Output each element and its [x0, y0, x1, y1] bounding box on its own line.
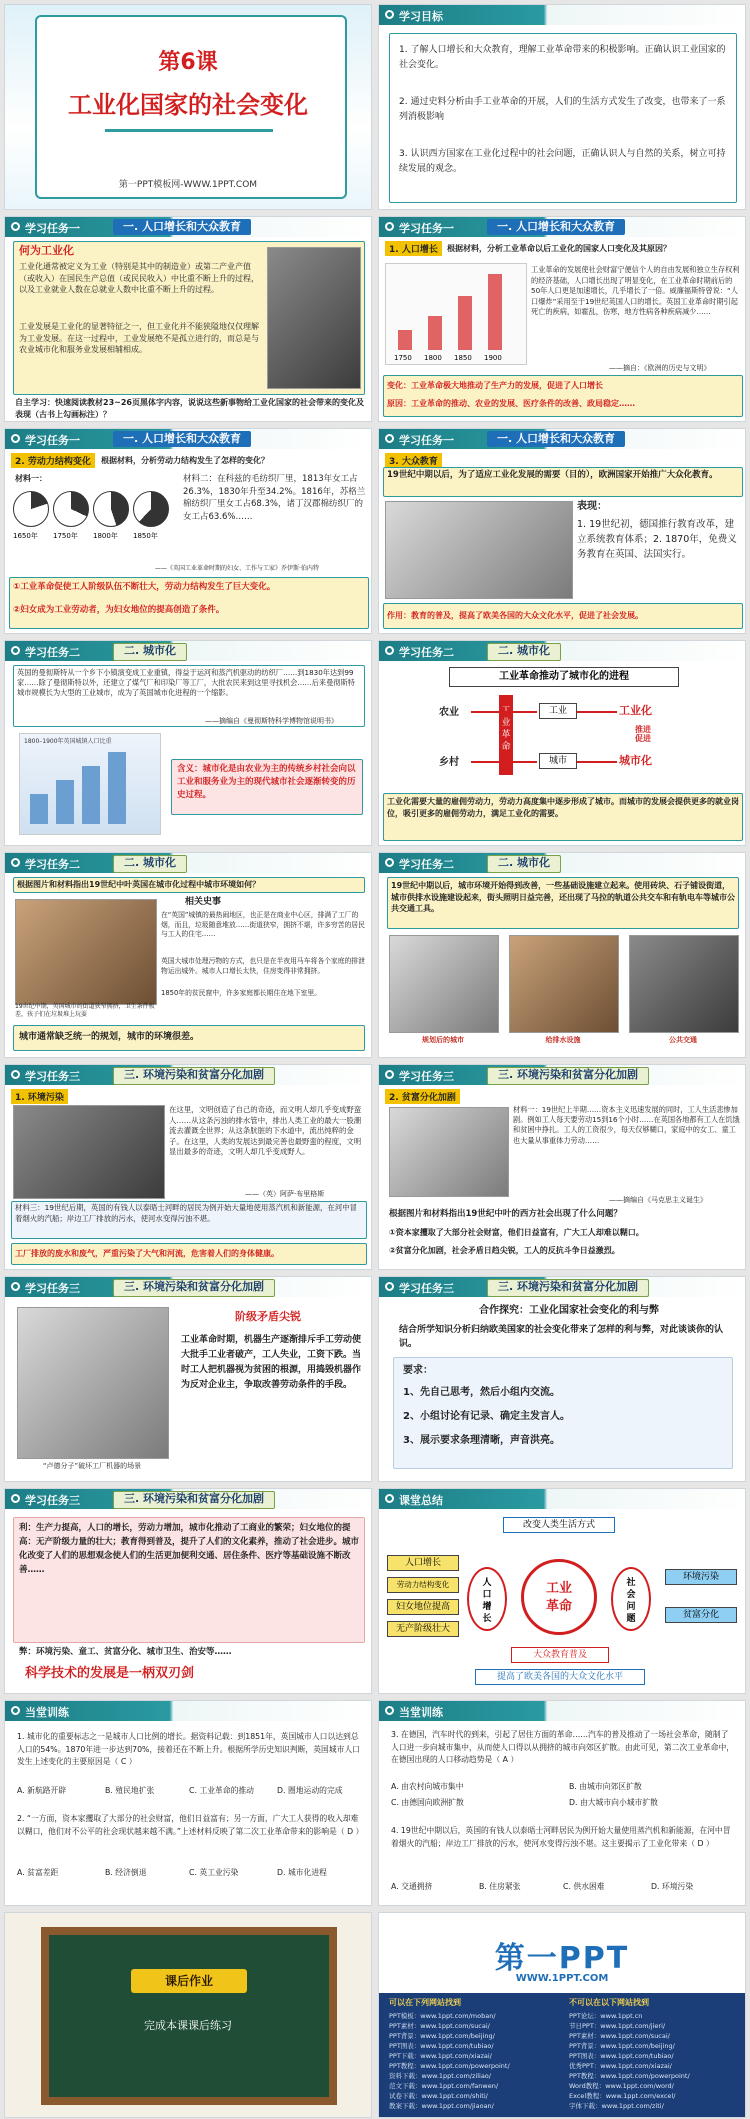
slide-header: [379, 1489, 745, 1509]
requirement-3: 3、展示要求条理清晰，声音洪亮。: [403, 1435, 560, 1446]
pie-charts: [13, 485, 173, 555]
header-title: 学习任务一: [399, 434, 454, 447]
material-1: 材料一：19世纪上半期……资本主义迅速发展的同时，工人生活悲惨加剧。例如工人每天要劳动15到16个小时……在英国各地都有工人在饥饿和贫困中挣扎。工人的工资很少，每天仅够糊口，家庭中的女工、童工也大量从事重体力劳动……: [513, 1105, 740, 1145]
bullet-icon: [11, 646, 20, 655]
q2-option-c[interactable]: C. 英工业污染: [189, 1868, 239, 1877]
pie-year-1750: 1750年: [53, 532, 78, 540]
arrow-city: [471, 761, 537, 763]
material-3: 材料三：19世纪后期，英国的有钱人以泰晤士河畔的居民为例开始大量地使用蒸汽机和新能源，在河中冒着烟火的汽船；岸边工厂排放的污水，使河水变得污浊不堪。: [15, 1203, 357, 1223]
bullet-icon: [385, 1070, 394, 1079]
slum-street-image: [15, 899, 157, 1005]
pie-year-1800: 1800年: [93, 532, 118, 540]
header-title: 学习任务二: [399, 646, 454, 659]
section-label: 二. 城市化: [113, 855, 187, 873]
q4-option-b[interactable]: B. 住房紧张: [479, 1882, 521, 1891]
summary-right-circle: 社会问题: [611, 1567, 651, 1631]
slide-homework[interactable]: [4, 1912, 372, 2118]
section-label: 一. 人口增长和大众教育: [487, 219, 625, 235]
slide-ad[interactable]: [378, 1912, 746, 2118]
ad-link[interactable]: PPT背景：www.1ppt.com/beijing/: [389, 2032, 495, 2040]
slide-objectives[interactable]: [378, 4, 746, 210]
question: 根据材料，分析工业革命以后工业化的国家人口变化及其原因？: [447, 244, 671, 253]
section-label: 三. 环境污染和贫富分化加剧: [113, 1067, 275, 1085]
section-label: 一. 人口增长和大众教育: [113, 219, 251, 235]
bullet-icon: [11, 1070, 20, 1079]
slide-city-improvement[interactable]: [378, 852, 746, 1058]
tram-image: [629, 935, 739, 1033]
header-title: 学习任务二: [25, 646, 80, 659]
material-2: 材料二：在科兹的毛纺织厂里，1813年女工占26.3%，1830年升至34.2%。1816年，苏格兰棉纺织厂里女工占68.3%，诸丁汉郡棉纺织厂的女工占63.6%……: [183, 474, 366, 522]
industrialization-label: 工业化: [619, 704, 652, 717]
question: 根据图片和材料指出19世纪中叶的西方社会出现了什么问题？: [389, 1209, 622, 1219]
summary-center-circle: 工业革命: [521, 1559, 597, 1635]
header-title: 当堂训练: [25, 1706, 69, 1719]
question: 根据图片和材料指出19世纪中叶英国在城市化过程中城市环境如何？: [17, 880, 261, 889]
slide-mass-education[interactable]: [378, 428, 746, 634]
ad-link[interactable]: PPT教程：www.1ppt.com/powerpoint/: [389, 2062, 510, 2070]
chart-year-1750: 1750: [394, 354, 412, 362]
divider: [105, 129, 273, 132]
header-title: 学习任务三: [25, 1282, 80, 1295]
summary-left-item-3: 妇女地位提高: [387, 1599, 459, 1615]
bullet-icon: [385, 646, 394, 655]
question-tag: 2. 贫富分化加剧: [385, 1089, 460, 1104]
ad-link[interactable]: Word教程：www.1ppt.com/word/: [569, 2082, 674, 2090]
explanation-text: 工业化需要大量的雇佣劳动力，劳动力高度集中逐步形成了城市。而城市的发展会提供更多的就业岗位，吸引更多的雇佣劳动力，满足工业化的需要。: [387, 797, 739, 818]
chalkboard: [41, 1927, 337, 2105]
ad-link[interactable]: 资料下载：www.1ppt.com/ziliao/: [389, 2072, 491, 2080]
double-edged-quote: 科学技术的发展是一柄双刃剑: [25, 1666, 195, 1681]
conflict-title: 阶级矛盾尖锐: [235, 1310, 301, 1323]
slide-exercise-1[interactable]: [4, 1700, 372, 1906]
luddites-image: [17, 1307, 169, 1459]
answer-2: ②贫富分化加剧，社会矛盾日趋尖锐，工人的反抗斗争日益激烈。: [389, 1246, 620, 1255]
section-label: 二. 城市化: [113, 643, 187, 661]
summary-left-item-2: 劳动力结构变化: [387, 1577, 459, 1593]
question-tag: 1. 环境污染: [11, 1089, 68, 1104]
ad-link[interactable]: PPT图表：www.1ppt.com/tubiao/: [389, 2042, 494, 2050]
change-answer: 变化：工业革命极大地推动了生产力的发展，促进了人口增长: [387, 381, 603, 390]
section-label: 三. 环境污染和贫富分化加剧: [487, 1067, 649, 1085]
question-1: 1. 城市化的重要标志之一是城市人口比例的增长。据资料记载：到1851年，英国城市人口以达到总人口的54%。1870年进一步达到70%，接着还在不断上升。根据所学历史知识判断，英国城市人口发生上述变化的主要原因是（ C ）: [17, 1732, 360, 1766]
center-node: 业革命: [499, 695, 513, 775]
slide-pros-cons[interactable]: [4, 1488, 372, 1694]
q3-option-b[interactable]: B. 由城市向郊区扩散: [569, 1782, 642, 1791]
slide-summary[interactable]: [378, 1488, 746, 1694]
q1-option-d[interactable]: D. 圈地运动的完成: [277, 1786, 343, 1795]
classroom-image: [385, 501, 573, 599]
conclusion-1: ①工业革命促使工人阶级队伍不断壮大，劳动力结构发生了巨大变化。: [13, 582, 276, 592]
ad-link[interactable]: 教案下载：www.1ppt.com/jiaoan/: [389, 2102, 494, 2110]
q3-option-d[interactable]: D. 由大城市向小城市扩散: [569, 1798, 658, 1807]
slide-header: [379, 641, 745, 661]
material-text: 工业革命的发展使社会财富宁便信个人的自由发展和独立生存权利的经济基础，人口增长出现了明显变化，在工业革命时期前后的50年人口更是加速增长，几乎增长了一倍。威廉福斯特曾说：“人口爆炸”采用至于19世纪英国人口的增长。英国工业革命时期引起死亡的疾病，如霍乱，伤寒，地方性病各种疾病减少……: [531, 265, 740, 316]
ad-link[interactable]: 试卷下载：www.1ppt.com/shiti/: [389, 2092, 488, 2100]
slide-header: [5, 641, 371, 661]
question-tag: 2. 劳动力结构变化: [11, 453, 95, 468]
summary-left-item-4: 无产阶级壮大: [387, 1621, 459, 1637]
q1-option-a[interactable]: A. 新航路开辟: [17, 1786, 67, 1795]
q3-option-c[interactable]: C. 由德国向欧洲扩散: [391, 1798, 464, 1807]
urbanization-label: 城市化: [619, 754, 652, 767]
arrow-industry: [471, 711, 537, 713]
conclusion-2: ②妇女成为工业劳动者，为妇女地位的提高创造了条件。: [13, 605, 225, 615]
slide-pollution[interactable]: [4, 1064, 372, 1270]
lesson-title: 工业化国家的社会变化: [68, 91, 308, 119]
section-label: 三. 环境污染和贫富分化加剧: [113, 1491, 275, 1509]
question: 根据材料，分析劳动力结构发生了怎样的变化？: [101, 456, 269, 465]
section-label: 三. 环境污染和贫富分化加剧: [487, 1279, 649, 1297]
q1-option-b[interactable]: B. 殖民地扩张: [105, 1786, 155, 1795]
header-title: 学习任务一: [25, 434, 80, 447]
cartoon-image: [389, 1107, 509, 1197]
ad-link[interactable]: 优秀PPT：www.1ppt.com/xiazai/: [569, 2062, 672, 2070]
factory-smoke-image: [267, 247, 361, 389]
summary-left-circle: 人口增长: [467, 1567, 507, 1631]
ad-link[interactable]: PPT下载：www.1ppt.com/xiazai/: [389, 2052, 492, 2060]
objective-1: 1. 了解人口增长和大众教育，理解工业革命带来的积极影响。正确认识工业国家的社会变化。: [399, 45, 726, 70]
slide-industrialization[interactable]: [4, 216, 372, 422]
slide-exercise-2[interactable]: [378, 1700, 746, 1906]
slide-header: [379, 853, 745, 873]
slide-header: [5, 1701, 371, 1721]
section-label: 二. 城市化: [487, 643, 561, 661]
slide-title[interactable]: [4, 4, 372, 210]
summary-right-item-1: 环境污染: [665, 1569, 737, 1585]
header-title: 学习任务三: [399, 1282, 454, 1295]
summary-bottom: 大众教育普及: [511, 1647, 609, 1663]
brand-url[interactable]: WWW.1PPT.COM: [515, 1973, 609, 1984]
header-title: 学习任务一: [25, 222, 80, 235]
summary-top: 改变人类生活方式: [503, 1517, 615, 1533]
paragraph-2: 工业发展是工业化的显著特征之一，但工业化并不能狭隘地仅仅理解为工业发展。在这一过程中，工业发展绝不是孤立进行的，而总是与农业城市化和服务业发展相辅相成。: [19, 322, 259, 354]
improvement-text: 19世纪中期以后，城市环境开始得到改善，一些基础设施建立起来。使用砖块、石子铺设街道，城市供排水设施建设起来，街头照明日益完善，还出现了马拉的轨道公共交车和有轨电车等城市公共交通工具。: [391, 881, 735, 913]
ad-link[interactable]: PPT图表：www.1ppt.com/tubiao/: [569, 2052, 674, 2060]
reason-answer: 原因：工业革命的推动、农业的发展、医疗条件的改善、政局稳定……: [387, 399, 635, 408]
caption-drainage: 给排水设施: [545, 1036, 581, 1044]
requirement-2: 2、小组讨论有记录、确定主发言人。: [403, 1411, 570, 1422]
pollution-source: ——（英）阿萨·布里格斯: [245, 1190, 325, 1198]
slide-header: [379, 5, 745, 25]
header-title: 学习任务三: [25, 1494, 80, 1507]
ad-link[interactable]: PPT素材：www.1ppt.com/sucai/: [389, 2022, 490, 2030]
brand-logo: 第一PPT: [494, 1941, 630, 1976]
caption-planned-city: 规划后的城市: [422, 1036, 464, 1044]
urban-population-chart: [19, 733, 161, 835]
meaning-text: 含义：城市化是由农业为主的传统乡村社会向以工业和服务业为主的现代城市社会逐渐转变的历史过程。: [177, 764, 356, 800]
pie-year-1650: 1650年: [13, 532, 38, 540]
material-source: ——摘编自《马克思主义诞生》: [609, 1196, 707, 1204]
ad-link[interactable]: PPT背景：www.1ppt.com/beijing/: [569, 2042, 675, 2050]
requirements-title: 要求：: [403, 1365, 433, 1376]
q2-option-a[interactable]: A. 贫富差距: [17, 1868, 59, 1877]
question-2: 2. “一方面，资本家攫取了大部分的社会财富，他们日益富有；另一方面，广大工人获得的收入却难以糊口，他们对不公平的社会现状越来越不满。”上述材料反映了第二次工业革命带来的影响是（ D ）: [17, 1814, 364, 1836]
summary-left-item-1: 人口增长: [387, 1555, 459, 1571]
slide-cooperation[interactable]: [378, 1276, 746, 1482]
city-node: 城市: [539, 753, 577, 769]
section-label: 二. 城市化: [487, 855, 561, 873]
material-title: 相关史事: [185, 897, 222, 907]
cooperation-title: 合作探究：工业化国家社会变化的利与弊: [479, 1305, 659, 1316]
bullet-icon: [11, 1282, 20, 1291]
q4-option-a[interactable]: A. 交通拥挤: [391, 1882, 433, 1891]
header-title: 当堂训练: [399, 1706, 443, 1719]
conclusion: 城市通常缺乏统一的规划，城市的环境很差。: [19, 1032, 200, 1042]
ad-link[interactable]: PPT论坛：www.1ppt.cn: [569, 2012, 643, 2020]
question-4: 4. 19世纪中期以后，英国的有钱人以泰晤士河畔居民为例开始大量使用蒸汽机和新能源，在河中冒着烟火的汽船；岸边工厂排放的污水，使河水变得污浊不堪。这主要揭示了工业化带来（ D ）: [391, 1826, 731, 1848]
bullet-icon: [11, 434, 20, 443]
homework-label: 课后作业: [131, 1969, 247, 1993]
expression-text: 1. 19世纪初，德国推行教育改革，建立系统教育体系；2. 1870年，免费义务教育在英国、法国实行。: [577, 519, 737, 560]
population-chart: [385, 263, 527, 365]
chart-year-1800: 1800: [424, 354, 442, 362]
chart-year-1850: 1850: [454, 354, 472, 362]
answer-1: ①资本家攫取了大部分社会财富，他们日益富有，广大工人却难以糊口。: [389, 1228, 644, 1237]
material-text-3: 1850年的贫民窟中，许多家庭都长期住在地下室里。: [161, 989, 322, 997]
material-source: ——摘自：《欧洲的历史与文明》: [609, 364, 711, 372]
effect-text: 作用：教育的普及，提高了欧美各国的大众文化水平，促进了社会发展。: [387, 611, 643, 620]
pollution-text: 在这里，文明创造了自己的奇迹，而文明人却几乎变成野蛮人……从这条污浊的排水管中，排出人类工业的最大一股潮流去灌溉全世界；从这条肮脏的下水道中，流出纯粹的金子。在这里，人类的发展达到最完善也最野蛮的程度，文明显出最多的奇迹，文明人却几乎变成野人。: [169, 1105, 362, 1156]
pie-chart-1750: [53, 491, 89, 527]
q3-option-a[interactable]: A. 由农村向城市集中: [391, 1782, 464, 1791]
chart-year-1900: 1900: [484, 354, 502, 362]
chart-label: 1800–1900年英国城镇人口比重: [24, 738, 112, 745]
slide-city-environment[interactable]: [4, 852, 372, 1058]
diagram-title: 工业革命推动了城市化的进程: [449, 667, 679, 687]
pie-chart-1850: [133, 491, 169, 527]
bullet-icon: [385, 434, 394, 443]
header-title: 学习任务一: [399, 222, 454, 235]
q2-option-d[interactable]: D. 城市化进程: [277, 1868, 327, 1877]
ad-link[interactable]: Excel教程：www.1ppt.com/excel/: [569, 2092, 676, 2100]
right-link-list: [569, 2011, 739, 2111]
expression-title: 表现：: [577, 501, 607, 512]
image-caption: “卢德分子”破坏工厂机器的场景: [42, 1462, 142, 1470]
q4-option-c[interactable]: C. 供水困难: [563, 1882, 605, 1891]
bullet-icon: [11, 858, 20, 867]
ad-link[interactable]: 范文下载：www.1ppt.com/fanwen/: [389, 2082, 499, 2090]
self-study-prompt: 自主学习：快速阅读教材23~26页黑体字内容，说说这些新事物给工业化国家的社会带来的变化及表现（古书上勾画标注）？: [15, 398, 364, 419]
q2-option-b[interactable]: B. 经济倒退: [105, 1868, 147, 1877]
requirement-1: 1、先自己思考，然后小组内交流。: [403, 1387, 560, 1398]
material-source: ——《英国工业革命时期的妇女、工作与工家》乔伊斯·伯内特: [155, 565, 319, 572]
section-label: 一. 人口增长和大众教育: [113, 431, 251, 447]
caption-transit: 公共交通: [669, 1036, 697, 1044]
arrow-urbanization: [577, 761, 617, 763]
industry-node: 工业: [539, 703, 577, 719]
bullet-icon: [385, 1706, 394, 1715]
cooperation-question: 结合所学知识分析归纳欧美国家的社会变化带来了怎样的利与弊，对此谈谈你的认识。: [399, 1325, 724, 1349]
ad-link[interactable]: PPT素材：www.1ppt.com/sucai/: [569, 2032, 670, 2040]
objective-2: 2. 通过史料分析由手工业革命的开展，人们的生活方式发生了改变，也带来了一系列消极影响: [399, 97, 726, 122]
question-tag: 1. 人口增长: [385, 241, 442, 256]
bullet-icon: [11, 1494, 20, 1503]
header-title: 学习任务二: [25, 858, 80, 871]
material-1-label: 材料一：: [15, 474, 47, 483]
slide-urbanization-definition[interactable]: [4, 640, 372, 846]
ad-link[interactable]: 字体下载：www.1ppt.com/ziti/: [569, 2102, 664, 2110]
homework-task: 完成本课课后练习: [144, 2019, 232, 2032]
conflict-text: 工业革命时期，机器生产逐渐排斥手工劳动使大批手工业者破产，工人失业，工资下跌。当时工人把机器视为贫困的根源，用捣毁机器作为反对企业主，争取改善劳动条件的手段。: [181, 1335, 362, 1390]
ad-link[interactable]: 节日PPT：www.1ppt.com/jieri/: [569, 2022, 666, 2030]
mutual-label: 推进促进: [635, 725, 651, 743]
header-title: 学习任务二: [399, 858, 454, 871]
bullet-icon: [385, 1494, 394, 1503]
slide-wealth-gap[interactable]: [378, 1064, 746, 1270]
material-text-2: 英国大城市处理污物的方式，也只是在半夜用马车将各个家庭的排泄物运出城外。城市人口增长太快，住房变得非常拥挤。: [161, 957, 365, 975]
slide-class-conflict[interactable]: [4, 1276, 372, 1482]
question-3: 3. 在德国，汽车时代的到来，引起了居住方面的革命……汽车的普及推动了一场社会革命，随制了人口进一步向城市集中，从而使人口得以从拥挤的城市向郊区扩散。由此可见，第二次工业革命中，在德国出现的人口移动趋势是（ A ）: [391, 1730, 735, 1764]
conclusion: 工厂排放的废水和废气，严重污染了大气和河流，危害着人们的身体健康。: [15, 1249, 279, 1258]
footer-text: 第一PPT模板网-WWW.1PPT.COM: [118, 180, 258, 190]
paragraph-1: 工业化通常被定义为工业（特别是其中的制造业）或第二产业产值（或收入）在国民生产总值（或民民收入）中比重不断上升的过程，以及工业就业人数在总就业人数中比重不断上升的过程。: [19, 262, 259, 294]
summary-right-item-2: 贫富分化: [665, 1607, 737, 1623]
image-caption: 19世纪中期，英国城市的街道狭窄拥挤，卫生条件极差，孩子们在垃圾堆上玩耍: [15, 1003, 155, 1018]
section-label: 三. 环境污染和贫富分化加剧: [113, 1279, 275, 1297]
q1-option-c[interactable]: C. 工业革命的推动: [189, 1786, 254, 1795]
bullet-icon: [385, 1282, 394, 1291]
drainage-image: [509, 935, 619, 1033]
slide-header: [379, 1701, 745, 1721]
bullet-icon: [385, 858, 394, 867]
pie-chart-1800: [93, 491, 129, 527]
subtitle: 何为工业化: [19, 244, 74, 257]
ad-link[interactable]: PPT教程：www.1ppt.com/powerpoint/: [569, 2072, 690, 2080]
pros-text: 利：生产力提高，人口的增长，劳动力增加，城市化推动了工商业的繁荣；妇女地位的提高：无产阶级力量的壮大；教育得到普及，提升了人们的文化素养，推动了社会进步。城市化改变了人们的思想观念使人们的生活更加便利交通、居住条件、医疗等基础设施不断改善……: [19, 1523, 360, 1575]
lesson-number: 第6课: [158, 50, 218, 75]
polluted-river-image: [13, 1105, 165, 1199]
pie-chart-1650: [13, 491, 49, 527]
slide-labor-structure[interactable]: [4, 428, 372, 634]
bullet-icon: [385, 222, 394, 231]
q4-option-d[interactable]: D. 环境污染: [651, 1882, 694, 1891]
village-label: 乡村: [439, 757, 459, 768]
summary-base: 提高了欧美各国的大众文化水平: [475, 1669, 645, 1685]
header-title: 学习任务三: [25, 1070, 80, 1083]
header-title: 学习目标: [399, 10, 443, 23]
question-tag: 3. 大众教育: [385, 453, 442, 468]
planned-city-image: [389, 935, 499, 1033]
agri-label: 农业: [439, 707, 459, 718]
header-title: 学习任务三: [399, 1070, 454, 1083]
bullet-icon: [385, 10, 394, 19]
slide-urbanization-process[interactable]: [378, 640, 746, 846]
slide-population-growth[interactable]: [378, 216, 746, 422]
section-label: 一. 人口增长和大众教育: [487, 431, 625, 447]
pie-year-1850: 1850年: [133, 532, 158, 540]
arrow-industrialization: [577, 711, 617, 713]
material-text: 英国的曼彻斯特从一个乡下小镇演变成工业重镇，得益于运河和蒸汽机驱动的纺织厂……到1830年达到99家……除了曼彻斯特以外，还建立了煤气厂和印染厂等工厂，大批农民来到这里寻找机会……后来曼彻斯特城市规模长为大型的工业城市，成为了英国城市化进程的一个缩影。: [17, 668, 355, 698]
bullet-icon: [11, 222, 20, 231]
material-source: ——摘编自《曼彻斯特科学博物馆说明书》: [205, 717, 338, 725]
left-column-title: 可以在下列网站找到: [389, 1998, 461, 2007]
objective-3: 3. 认识西方国家在工业化过程中的社会问题，正确认识人与自然的关系，树立可持续发展的观念。: [399, 149, 726, 174]
ad-link[interactable]: PPT模板：www.1ppt.com/moban/: [389, 2012, 496, 2020]
material-text-1: 在“英国”城镇的最热闹地区，也正是在商业中心区，排满了工厂的烟，而且，垃圾随意堆放……街道狭窄，拥挤不堪，许多穷苦的居民与工人的住宅……: [161, 911, 365, 938]
bullet-icon: [11, 1706, 20, 1715]
cons-text: 弊：环境污染、童工、贫富分化、城市卫生、治安等……: [19, 1647, 232, 1657]
left-link-list: [389, 2011, 559, 2111]
lead-text: 19世纪中期以后，为了适应工业化发展的需要（目的），欧洲国家开始推广大众化教育。: [387, 470, 718, 480]
slide-header: [5, 853, 371, 873]
header-title: 课堂总结: [399, 1494, 443, 1507]
right-column-title: 不可以在以下网站找到: [569, 1998, 649, 2007]
